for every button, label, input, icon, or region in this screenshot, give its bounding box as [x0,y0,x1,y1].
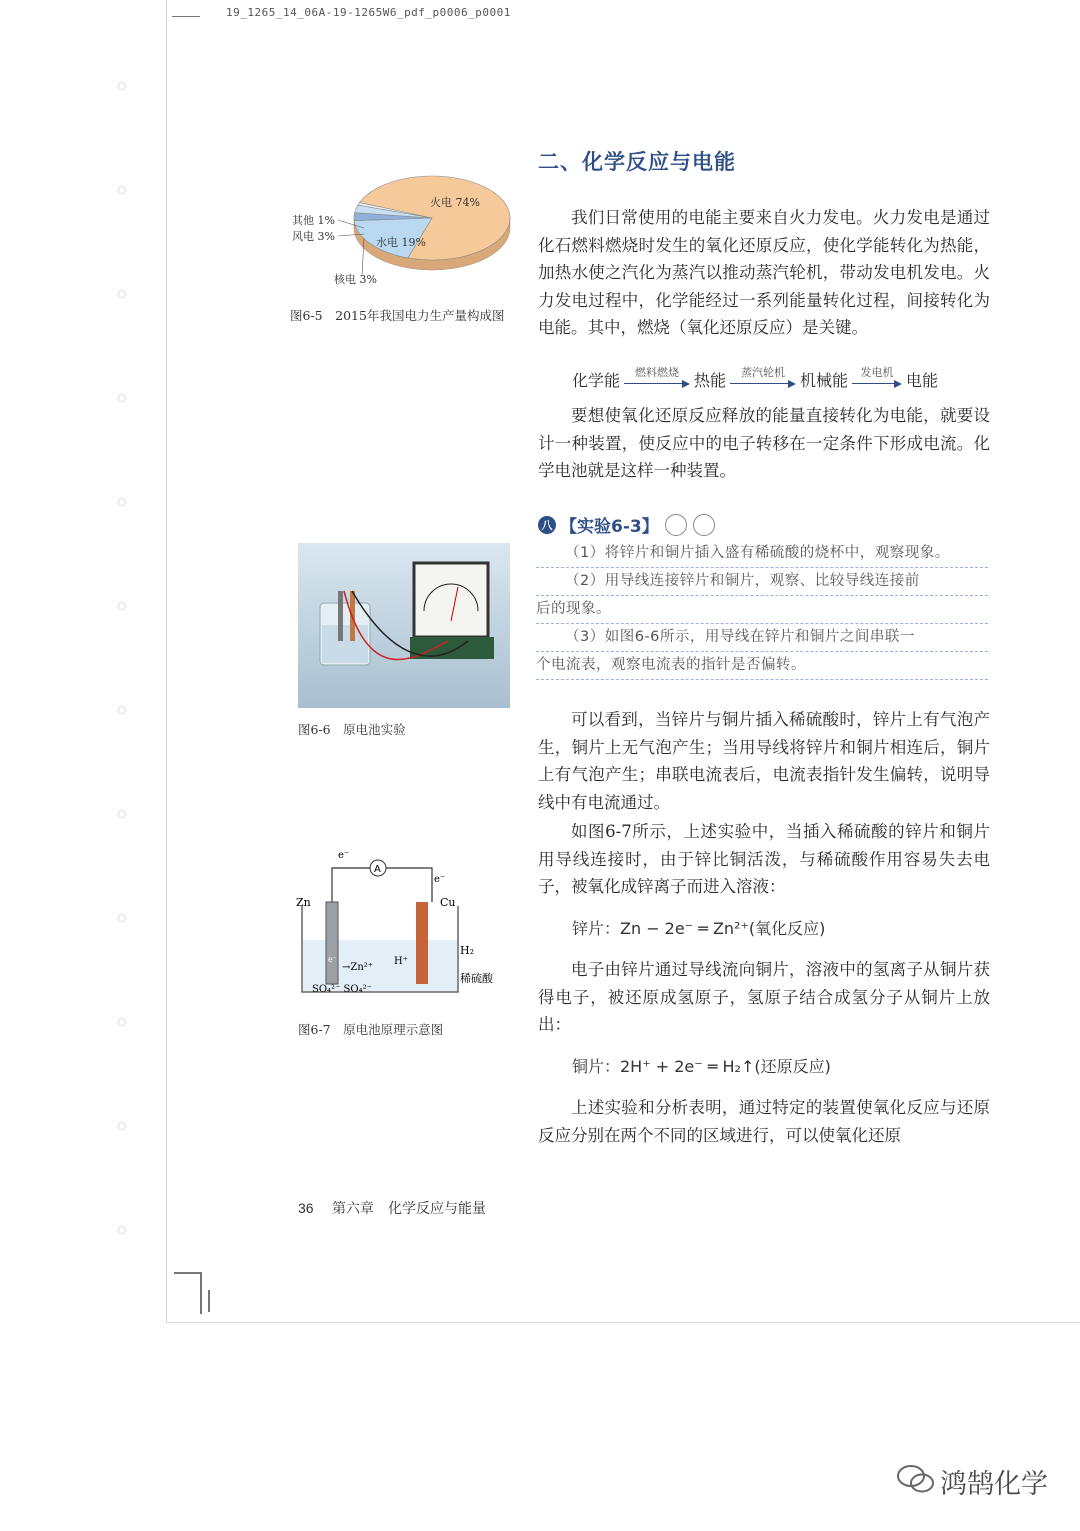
pie-slices [354,176,510,270]
crop-mark [172,16,200,17]
acid-label: 稀硫酸 [460,972,493,985]
glove-icon [693,514,715,536]
paragraph-2: 要想使氧化还原反应释放的能量直接转化为电能，就要设计一种装置，使反应中的电子转移在一定条件下形成电流。化学电池就是这样一种装置。 [538,406,990,480]
experiment-steps [536,540,988,680]
section-title: 二、化学反应与电能 [538,150,736,174]
experiment-step-1: （1）将锌片和铜片插入盛有稀硫酸的烧杯中，观察现象。 [536,540,988,568]
goggles-icon [665,514,687,536]
copper-half-reaction: 铜片：2H⁺ + 2e⁻ ═ H₂↑(还原反应) [572,1057,831,1076]
pie-chart-fig6-5 [282,168,522,298]
pie-label-核电: 核电 3% [334,273,377,286]
pie-label-其他: 其他 1% [292,214,335,227]
experiment-heading [538,512,715,537]
page-footer [298,1198,486,1218]
flow-node-electric: 电能 [906,371,939,390]
crop-mark-bottom-2 [208,1290,210,1312]
flow-arrow-3 [852,364,902,394]
paragraph-5: 电子由锌片通过导线流向铜片，溶液中的氢离子从铜片获得电子，被还原成氢原子，氢原子结合成氢分子从铜片上放出： [538,960,990,1034]
h2-label: H₂ [460,944,475,957]
fig6-5-caption: 图6-5 2015年我国电力生产量构成图 [290,308,505,323]
flow-node-mechanical: 机械能 [800,371,849,390]
galvanic-cell-diagram [290,846,520,1016]
electron-in-zinc: e⁻ [328,955,337,964]
paragraph-6: 上述实验和分析表明，通过特定的装置使氧化反应与还原反应分别在两个不同的区域进行，可以使氧化还原 [538,1098,990,1145]
ammeter-label: A [374,864,381,875]
flow-arrow-2 [730,364,796,394]
flow-arrow-1 [624,364,690,394]
crop-mark-bottom [174,1272,202,1314]
fig6-6-caption: 图6-6 原电池实验 [298,722,406,737]
zinc-half-reaction: 锌片：Zn − 2e⁻ ═ Zn²⁺(氧化反应) [572,919,826,938]
h-ion-label: H⁺ [394,956,408,967]
watermark-text: 鸿鹄化学 [940,1469,1048,1500]
pie-label-水电: 水电 19% [376,236,426,249]
zn-label: Zn [296,896,311,909]
acid-solution [322,625,368,663]
pie-label-风电: 风电 3% [292,230,335,243]
experiment-icon: 八 [538,516,556,534]
energy-flow-chain [572,360,938,394]
page-edge-bottom [166,1322,1080,1323]
paragraph-3: 可以看到，当锌片与铜片插入稀硫酸时，锌片上有气泡产生，铜片上无气泡产生；当用导线将锌片和铜片相连后，铜片上有气泡产生；串联电流表后，电流表指针发生偏转，说明导线中有电流通过。 [538,710,990,812]
experiment-step-2: （2）用导线连接锌片和铜片，观察、比较导线连接前 [536,568,988,596]
experiment-step-2-cont: 后的现象。 [536,596,988,624]
page-number: 36 [298,1200,314,1216]
electron-label-top: e⁻ [338,850,350,861]
chapter-title: 第六章 化学反应与能量 [332,1201,487,1217]
pie-label-火电: 火电 74% [430,196,480,209]
experiment-title: 【实验6-3】 [560,517,659,537]
ammeter [414,563,488,637]
paragraph-1: 我们日常使用的电能主要来自火力发电。火力发电是通过化石燃料燃烧时发生的氧化还原反应，使化学能转化为热能，加热水使之汽化为蒸汽以推动蒸汽轮机，带动发电机发电。火力发电过程中，化学能经过一系列能量转化过程，间接转化为电能。其中，燃烧（氧化还原反应）是关键。 [538,208,990,337]
experiment-step-3-cont: 个电流表，观察电流表的指针是否偏转。 [536,652,988,680]
flow-node-heat: 热能 [694,371,727,390]
scan-filename: 19_1265_14_06A-19-1265W6_pdf_p0006_p0001 [226,6,511,19]
sulfate-label: SO₄²⁻ SO₄²⁻ [312,984,372,995]
flow-node-chemical: 化学能 [572,371,621,390]
zn-ion-label: →Zn²⁺ [342,962,374,973]
wechat-icon [896,1462,936,1496]
electron-label-right: e⁻ [434,874,446,885]
flow-arrow-3-label: 发电机 [860,366,894,379]
galvanic-cell-photo [298,543,510,708]
flow-arrow-1-label: 燃料燃烧 [635,366,680,379]
copper-electrode [416,902,428,984]
page-edge [166,0,167,1322]
fig6-7-caption: 图6-7 原电池原理示意图 [298,1022,444,1037]
experiment-step-3: （3）如图6-6所示，用导线在锌片和铜片之间串联一 [536,624,988,652]
flow-arrow-2-label: 蒸汽轮机 [741,366,786,379]
cu-label: Cu [440,896,456,909]
paragraph-4: 如图6-7所示，上述实验中，当插入稀硫酸的锌片和铜片用导线连接时，由于锌比铜活泼，与稀硫酸作用容易失去电子，被氧化成锌离子而进入溶液： [538,822,990,896]
zinc-electrode [326,902,338,984]
zinc-strip [338,591,343,641]
